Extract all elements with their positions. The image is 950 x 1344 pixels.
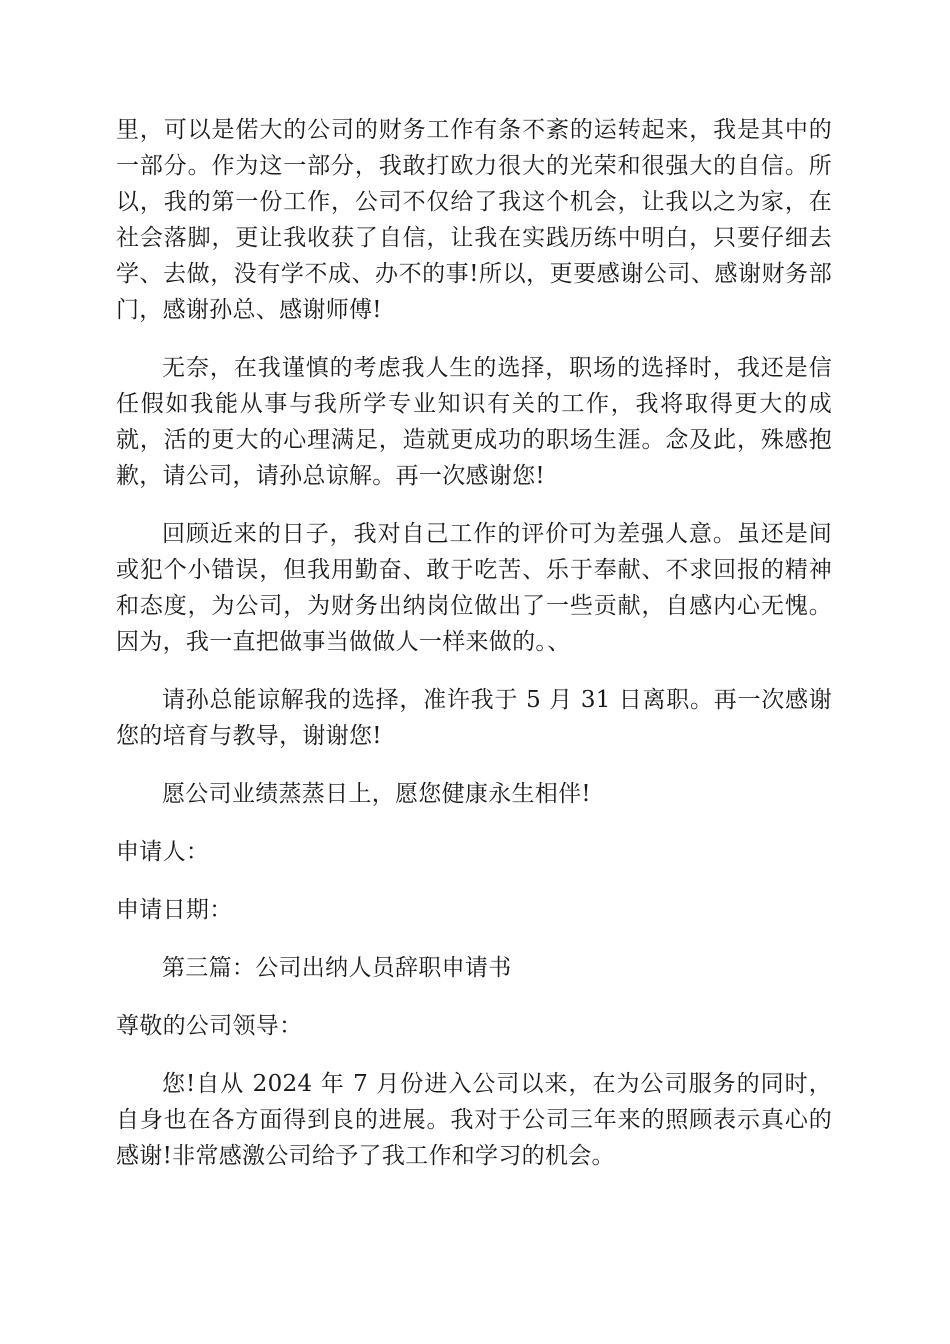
application-date-label: 申请日期： <box>116 897 233 923</box>
salutation: 尊敬的公司领导： <box>116 1013 303 1039</box>
paragraph-opening: 您!自从 2024 年 7 月份进入公司以来，在为公司服务的同时，自身也在各方面得到良的进展。我对于公司三年来的照顾表示真心的感谢!非常感激公司给予了我工作和学习的机会。 <box>116 1071 832 1169</box>
document-body <box>116 112 832 1196</box>
paragraph-continuation: 里，可以是偌大的公司的财务工作有条不紊的运转起来，我是其中的一部分。作为这一部分，我敢打欧力很大的光荣和很强大的自信。所以，我的第一份工作，公司不仅给了我这个机会，让我以之为家，在社会落脚，更让我收获了自信，让我在实践历练中明白，只要仔细去学、去做，没有学不成、办不的事!所以，更要感谢公司、感谢财务部门，感谢孙总、感谢师傅! <box>116 117 832 323</box>
paragraph-review: 回顾近来的日子，我对自己工作的评价可为差强人意。虽还是间或犯个小错误，但我用勤奋、敢于吃苦、乐于奉献、不求回报的精神和态度，为公司，为财务出纳岗位做出了一些贡献，自感内心无愧。因为，我一直把做事当做做人一样来做的。、 <box>116 521 832 655</box>
paragraph-wishes: 愿公司业绩蒸蒸日上，愿您健康永生相伴! <box>162 781 591 807</box>
paragraph-apology: 无奈，在我谨慎的考虑我人生的选择，职场的选择时，我还是信任假如我能从事与我所学专业知识有关的工作，我将取得更大的成就，活的更大的心理满足，造就更成功的职场生涯。念及此，殊感抱歉，请公司，请孙总谅解。再一次感谢您! <box>116 355 832 489</box>
applicant-label: 申请人： <box>116 839 210 865</box>
section-title: 第三篇：公司出纳人员辞职申请书 <box>162 955 512 981</box>
paragraph-resignation-date: 请孙总能谅解我的选择，准许我于 5 月 31 日离职。再一次感谢您的培育与教导，谢谢您! <box>116 687 832 749</box>
